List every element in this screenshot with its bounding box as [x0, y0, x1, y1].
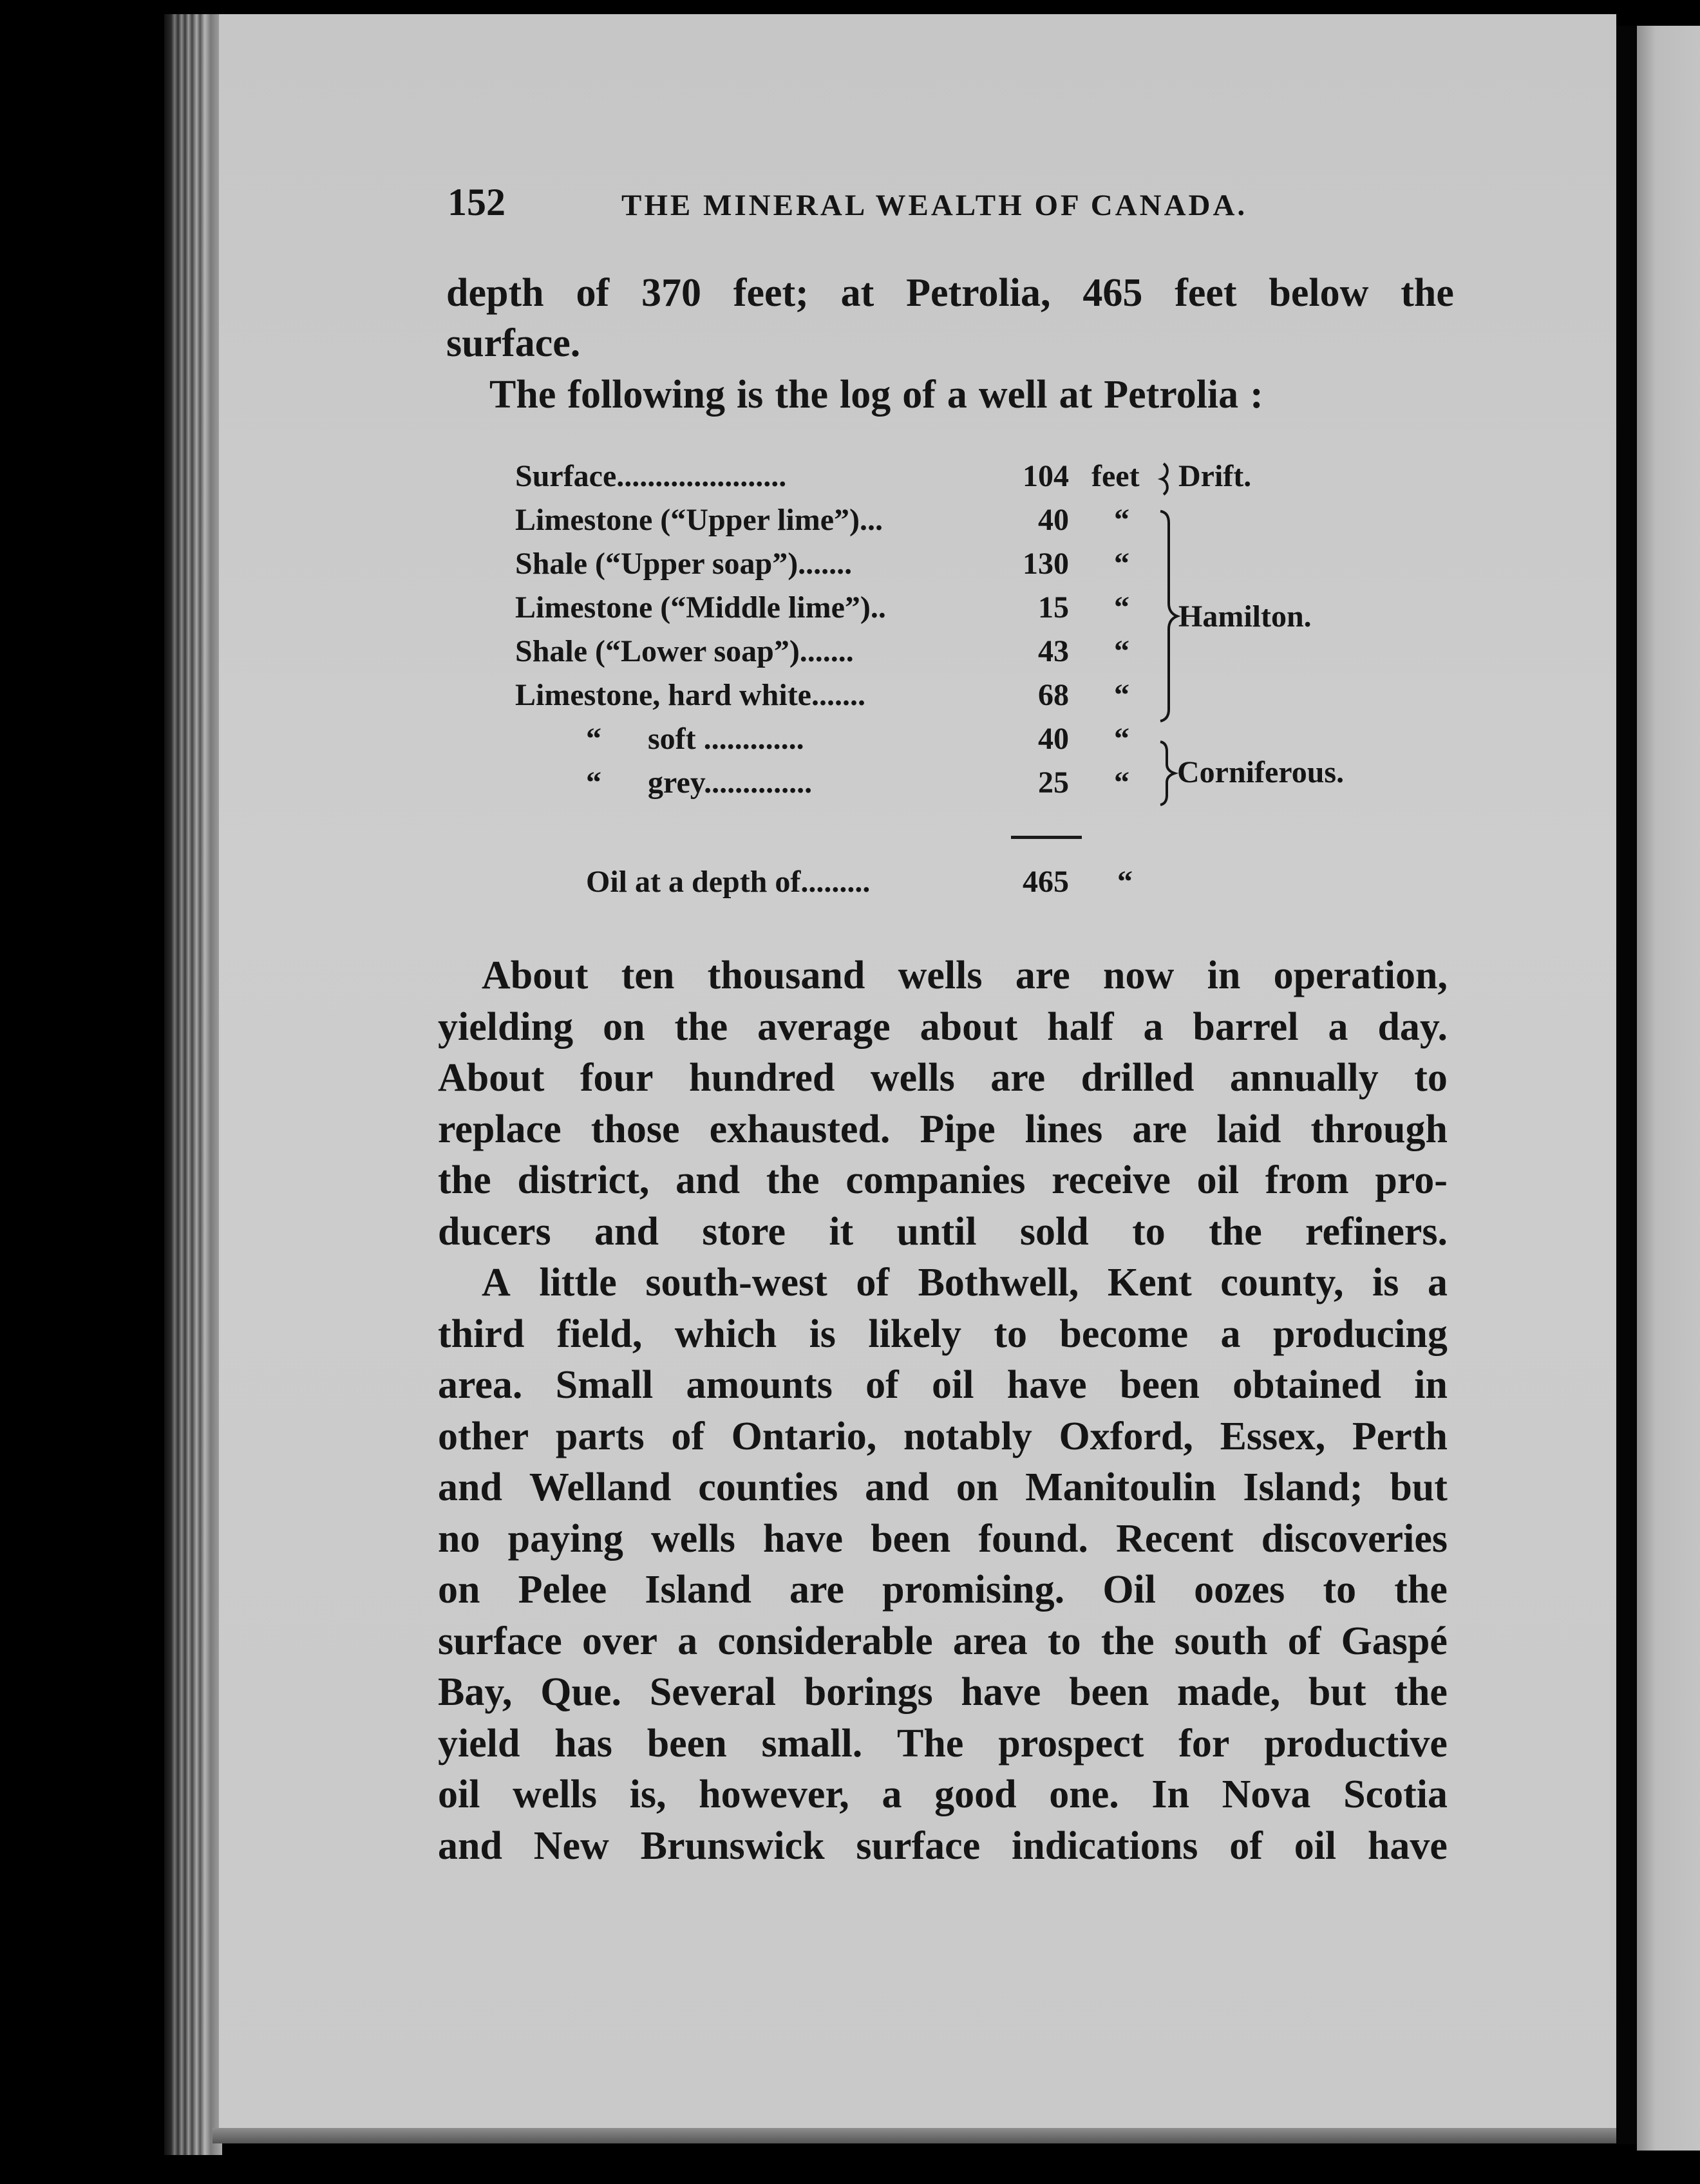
word: paying	[507, 1517, 623, 1561]
word: little	[539, 1261, 617, 1304]
word: Petrolia	[1104, 373, 1239, 417]
word: About	[438, 1056, 545, 1100]
word: a	[947, 373, 967, 417]
word: has	[554, 1722, 612, 1765]
word: of	[902, 373, 936, 417]
word: ducers	[438, 1210, 551, 1254]
word: operation,	[1273, 954, 1448, 997]
word: no	[438, 1517, 480, 1561]
word: replace	[438, 1107, 562, 1151]
log-row-unit: “	[1117, 865, 1133, 899]
word: found.	[978, 1517, 1088, 1561]
word: a	[1427, 1261, 1448, 1304]
word: Several	[649, 1670, 776, 1714]
word: hundred	[689, 1056, 835, 1100]
word: yield	[438, 1722, 520, 1765]
word: Island;	[1243, 1465, 1363, 1509]
log-row-unit: “	[1114, 766, 1129, 800]
word: the	[1209, 1210, 1262, 1254]
log-row-unit: feet	[1091, 459, 1140, 493]
word: following	[567, 373, 725, 417]
word: but	[1308, 1670, 1366, 1714]
word: Essex,	[1220, 1415, 1326, 1458]
log-row-label: Shale (“Lower soap”).......	[515, 634, 854, 668]
word: to	[1323, 1568, 1357, 1612]
log-row-unit: “	[1114, 503, 1129, 537]
word: the	[674, 1005, 728, 1049]
corniferous-brace	[1160, 742, 1175, 805]
word: well	[978, 373, 1048, 417]
word: but	[1390, 1465, 1448, 1509]
word: oil	[1196, 1158, 1240, 1202]
page-number: 152	[448, 181, 505, 223]
word: Bay,	[438, 1670, 513, 1714]
paragraph-line	[482, 953, 1448, 1004]
paragraph-line	[438, 1619, 1448, 1670]
formation-braces	[515, 458, 1384, 858]
word: parts	[555, 1415, 645, 1458]
facing-page-edge	[1637, 26, 1700, 2151]
log-row-label: Limestone (“Middle lime”)..	[515, 590, 886, 625]
word: considerable	[717, 1619, 933, 1663]
word: day.	[1377, 1005, 1448, 1049]
word: now	[1103, 954, 1175, 997]
word: surface	[856, 1824, 981, 1868]
word: Petrolia,	[906, 271, 1051, 315]
log-row-value: 465	[1023, 865, 1069, 899]
word: on	[956, 1465, 999, 1509]
word: the	[1394, 1568, 1448, 1612]
word: in	[1207, 954, 1241, 997]
word: to	[1414, 1056, 1448, 1100]
word: feet	[1175, 271, 1237, 315]
word: been	[871, 1517, 951, 1561]
word: companies	[845, 1158, 1026, 1202]
word: laid	[1216, 1107, 1281, 1151]
paragraph-line	[482, 1260, 1448, 1312]
paragraph-line	[438, 1721, 1448, 1773]
word: to	[1132, 1210, 1166, 1254]
word: at	[1059, 373, 1093, 417]
word: Kent	[1107, 1261, 1192, 1304]
log-row-value: 15	[1038, 590, 1069, 625]
word: on	[603, 1005, 645, 1049]
paragraph-line	[438, 1414, 1448, 1465]
word: third	[438, 1312, 525, 1356]
log-row-value: 68	[1038, 678, 1069, 712]
word: are	[1132, 1107, 1187, 1151]
word: of	[671, 1415, 704, 1458]
word: Pelee	[518, 1568, 607, 1612]
word: been	[1119, 1363, 1200, 1407]
word: surface	[438, 1619, 562, 1663]
word: is	[809, 1312, 836, 1356]
word: however,	[699, 1773, 849, 1816]
word: a	[1328, 1005, 1348, 1049]
word: In	[1151, 1773, 1189, 1816]
word: is	[736, 373, 764, 417]
word: the	[1100, 1619, 1155, 1663]
word: those	[590, 1107, 680, 1151]
word: Small	[555, 1363, 654, 1407]
paragraph-line	[438, 1772, 1448, 1823]
word: :	[1250, 373, 1263, 417]
word: sold	[1019, 1210, 1089, 1254]
log-row-value: 40	[1038, 722, 1069, 756]
word: through	[1310, 1107, 1448, 1151]
word: about	[920, 1005, 1018, 1049]
log-row-value: 104	[1023, 459, 1069, 493]
word: until	[896, 1210, 977, 1254]
word: store	[702, 1210, 786, 1254]
word: Pipe	[920, 1107, 996, 1151]
word: oil	[438, 1773, 480, 1816]
formation-drift: Drift.	[1178, 459, 1252, 493]
word: Nova	[1222, 1773, 1311, 1816]
log-row-label: Shale (“Upper soap”).......	[515, 547, 853, 581]
intro-line-2	[446, 321, 1454, 372]
paragraph-line	[438, 1823, 1448, 1875]
paragraph-line	[438, 1516, 1448, 1568]
drift-brace	[1162, 464, 1167, 494]
word: one.	[1049, 1773, 1119, 1816]
word: been	[1069, 1670, 1149, 1714]
log-row-label: “ grey..............	[586, 766, 813, 800]
word: a	[677, 1619, 698, 1663]
formation-corniferous: Corniferous.	[1177, 755, 1345, 789]
word: to	[994, 1312, 1028, 1356]
running-title: THE MINERAL WEALTH OF CANADA.	[621, 189, 1248, 222]
word: county,	[1220, 1261, 1344, 1304]
word: the	[766, 1158, 820, 1202]
word: are	[789, 1568, 844, 1612]
word: and	[438, 1465, 502, 1509]
word: barrel	[1193, 1005, 1299, 1049]
word: of	[865, 1363, 899, 1407]
log-row-unit: “	[1114, 547, 1129, 581]
word: 370	[641, 271, 701, 315]
word: four	[580, 1056, 654, 1100]
page-header	[448, 180, 1336, 232]
word: Brunswick	[640, 1824, 825, 1868]
intro-line-3	[489, 372, 1391, 424]
word: have	[961, 1670, 1041, 1714]
word: on	[438, 1568, 480, 1612]
hamilton-brace	[1160, 511, 1177, 721]
word: over	[582, 1619, 658, 1663]
word: become	[1059, 1312, 1189, 1356]
log-row-value: 130	[1023, 547, 1069, 581]
word: Ontario,	[731, 1415, 877, 1458]
word: a	[1143, 1005, 1164, 1049]
word: oil	[1294, 1824, 1337, 1868]
word: in	[1414, 1363, 1448, 1407]
word: yielding	[438, 1005, 574, 1049]
word: wells	[651, 1517, 735, 1561]
word: ten	[621, 954, 675, 997]
word: counties	[698, 1465, 838, 1509]
paragraph-line	[438, 1209, 1448, 1261]
log-row-unit: “	[1114, 634, 1129, 668]
word: a	[1220, 1312, 1241, 1356]
word: Welland	[529, 1465, 672, 1509]
well-log-table	[515, 458, 1384, 909]
word: The	[489, 373, 556, 417]
log-row-unit: “	[1114, 678, 1129, 712]
word: log	[839, 373, 891, 417]
log-row-label: Limestone, hard white.......	[515, 678, 865, 712]
word: Scotia	[1343, 1773, 1448, 1816]
word: promising.	[882, 1568, 1065, 1612]
paragraph-line	[438, 1055, 1448, 1107]
paragraph-line	[438, 1362, 1448, 1414]
word: made,	[1176, 1670, 1281, 1714]
word: to	[1047, 1619, 1081, 1663]
word: and	[438, 1824, 502, 1868]
word: annually	[1229, 1056, 1379, 1100]
word: south-west	[645, 1261, 827, 1304]
word: been	[647, 1722, 727, 1765]
word: field,	[556, 1312, 643, 1356]
paragraph-line	[438, 1567, 1448, 1619]
word: good	[934, 1773, 1017, 1816]
word: for	[1178, 1722, 1230, 1765]
book-spine	[164, 14, 222, 2155]
formation-hamilton: Hamilton.	[1178, 599, 1312, 634]
word: lines	[1025, 1107, 1103, 1151]
log-row-label: Surface......................	[515, 459, 787, 493]
word: Que.	[540, 1670, 621, 1714]
word: district,	[517, 1158, 650, 1202]
paragraph-line	[438, 1107, 1448, 1158]
word: discoveries	[1261, 1517, 1448, 1561]
word: Oil	[1102, 1568, 1156, 1612]
word: A	[482, 1261, 511, 1304]
word: amounts	[686, 1363, 833, 1407]
word: is,	[629, 1773, 666, 1816]
word: it	[829, 1210, 854, 1254]
word: have	[1367, 1824, 1448, 1868]
word: likely	[868, 1312, 961, 1356]
word: Oxford,	[1059, 1415, 1193, 1458]
word: of	[856, 1261, 890, 1304]
log-row-label: Oil at a depth of.........	[586, 865, 871, 899]
word: from	[1265, 1158, 1349, 1202]
word: receive	[1052, 1158, 1171, 1202]
paragraph-line	[438, 1004, 1448, 1056]
word: depth	[446, 271, 544, 315]
word: borings	[804, 1670, 933, 1714]
word: exhausted.	[709, 1107, 891, 1151]
paragraph-line	[438, 1465, 1448, 1516]
word: south	[1174, 1619, 1268, 1663]
word: other	[438, 1415, 529, 1458]
word: which	[674, 1312, 777, 1356]
word: feet;	[733, 271, 809, 315]
word: wells	[513, 1773, 597, 1816]
word: obtained	[1232, 1363, 1381, 1407]
word: Perth	[1352, 1415, 1448, 1458]
log-row-label: “ soft .............	[586, 722, 804, 756]
word: thousand	[707, 954, 865, 997]
log-row-value: 40	[1038, 503, 1069, 537]
paragraph-line	[438, 1670, 1448, 1721]
word: below	[1269, 271, 1369, 315]
word: at	[840, 271, 874, 315]
word: surface.	[446, 321, 581, 365]
word: drilled	[1081, 1056, 1195, 1100]
word: of	[576, 271, 610, 315]
intro-line-1	[446, 270, 1454, 322]
word: area.	[438, 1363, 523, 1407]
word: oil	[932, 1363, 974, 1407]
word: indications	[1012, 1824, 1198, 1868]
word: and	[865, 1465, 930, 1509]
word: Island	[645, 1568, 751, 1612]
word: the	[1394, 1670, 1448, 1714]
word: The	[897, 1722, 964, 1765]
word: productive	[1264, 1722, 1448, 1765]
word: wells	[898, 954, 983, 997]
word: average	[757, 1005, 891, 1049]
log-row-unit: “	[1114, 590, 1129, 625]
log-row-unit: “	[1114, 722, 1129, 756]
word: pro-	[1375, 1158, 1448, 1202]
word: small.	[761, 1722, 863, 1765]
word: the	[775, 373, 828, 417]
word: are	[1015, 954, 1070, 997]
word: and	[675, 1158, 741, 1202]
log-row-label: Limestone (“Upper lime”)...	[515, 503, 883, 537]
word: have	[763, 1517, 844, 1561]
word: prospect	[998, 1722, 1144, 1765]
page-bottom-edge	[212, 2128, 1616, 2143]
word: a	[882, 1773, 902, 1816]
word: Bothwell,	[918, 1261, 1079, 1304]
word: About	[482, 954, 589, 997]
paragraph-line	[438, 1158, 1448, 1209]
word: of	[1229, 1824, 1263, 1868]
word: oozes	[1194, 1568, 1285, 1612]
word: area	[952, 1619, 1028, 1663]
word: is	[1372, 1261, 1399, 1304]
word: the	[1401, 271, 1454, 315]
word: 465	[1082, 271, 1143, 315]
word: and	[594, 1210, 659, 1254]
word: of	[1287, 1619, 1321, 1663]
book-gutter	[1616, 26, 1637, 2144]
word: have	[1006, 1363, 1087, 1407]
word: wells	[870, 1056, 955, 1100]
word: Manitoulin	[1025, 1465, 1216, 1509]
word: New	[533, 1824, 609, 1868]
word: the	[438, 1158, 491, 1202]
word: refiners.	[1305, 1210, 1448, 1254]
word: Recent	[1116, 1517, 1234, 1561]
word: producing	[1272, 1312, 1448, 1356]
log-row-value: 43	[1038, 634, 1069, 668]
word: notably	[903, 1415, 1032, 1458]
paragraph-line	[438, 1312, 1448, 1363]
log-row-total	[515, 864, 1384, 905]
log-row-value: 25	[1038, 766, 1069, 800]
word: Gaspé	[1341, 1619, 1448, 1663]
word: half	[1047, 1005, 1114, 1049]
word: are	[990, 1056, 1046, 1100]
